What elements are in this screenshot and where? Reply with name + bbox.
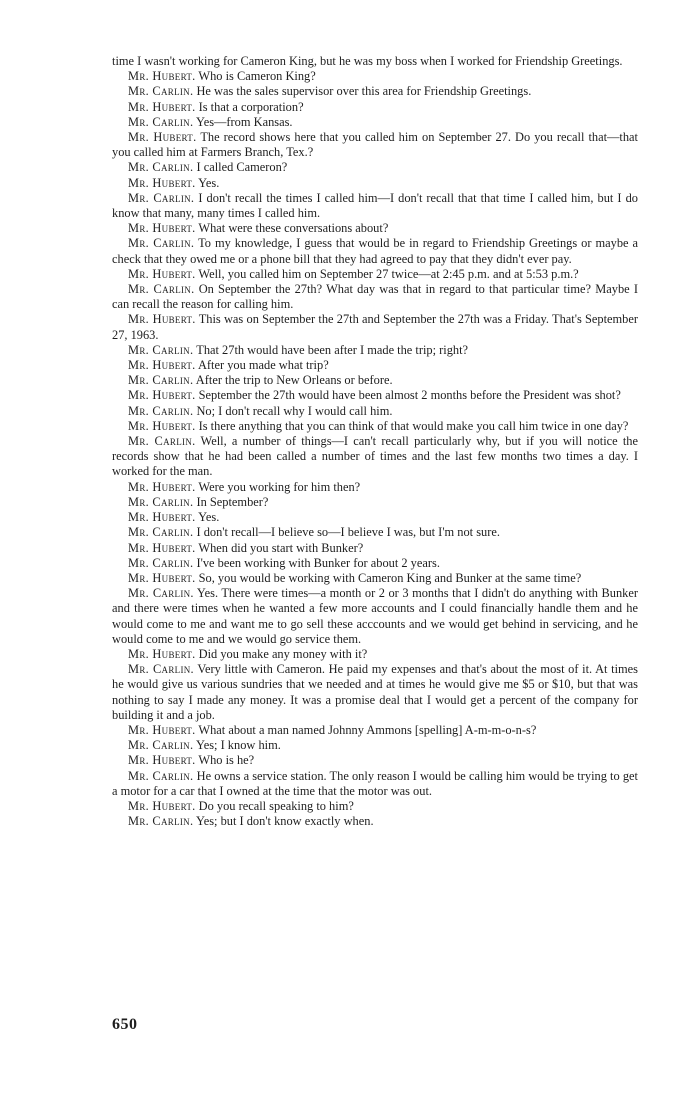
transcript-paragraph: [112, 267, 638, 282]
speaker-label: Mr. Hubert.: [128, 479, 196, 494]
paragraph-text: On September the 27th? What day was that in regard to that particular time? Maybe I can recall the reason for calling him.: [112, 282, 638, 312]
transcript-paragraph: [112, 176, 638, 191]
paragraph-text: This was on September the 27th and September the 27th was a Friday. That's September 27, 1963.: [112, 312, 638, 342]
paragraph-text: I don't recall the times I called him—I don't recall that that time I called him, but I do know that many, many times I called him.: [112, 190, 638, 221]
paragraph-text: To my knowledge, I guess that would be in regard to Friendship Greetings or maybe a check that they owed me or a phone bill that they had agreed to pay that they didn't ever pay.: [112, 236, 639, 266]
paragraph-text: After the trip to New Orleans or before.: [195, 373, 393, 388]
transcript-page: [112, 54, 638, 829]
transcript-paragraph: [112, 586, 638, 647]
transcript-paragraph: [112, 404, 638, 419]
transcript-paragraph: [112, 723, 638, 738]
speaker-label: Mr. Carlin.: [128, 282, 195, 297]
speaker-label: Mr. Hubert.: [128, 312, 196, 327]
paragraph-text: I've been working with Bunker for about 2 years.: [196, 555, 440, 570]
speaker-label: Mr. Hubert.: [128, 221, 196, 236]
transcript-paragraph: [112, 84, 638, 99]
transcript-paragraph: [112, 236, 638, 266]
paragraph-text: I don't recall—I believe so—I believe I was, but I'm not sure.: [196, 525, 500, 540]
speaker-label: Mr. Hubert.: [128, 358, 196, 373]
transcript-paragraph: [112, 160, 638, 175]
speaker-label: Mr. Carlin.: [128, 662, 194, 677]
transcript-paragraph: [112, 571, 638, 586]
speaker-label: Mr. Hubert.: [128, 646, 196, 661]
paragraph-text: Do you recall speaking to him?: [198, 798, 354, 813]
speaker-label: Mr. Carlin.: [128, 434, 196, 449]
speaker-label: Mr. Carlin.: [128, 342, 194, 357]
paragraph-text: In September?: [196, 494, 269, 509]
transcript-paragraph: [112, 312, 638, 342]
speaker-label: Mr. Carlin.: [128, 373, 194, 388]
speaker-label: Mr. Carlin.: [128, 814, 194, 829]
transcript-paragraph: [112, 130, 638, 160]
paragraph-text: What about a man named Johnny Ammons [spelling] A-m-m-o-n-s?: [198, 722, 537, 737]
transcript-paragraph: [112, 115, 638, 130]
paragraph-text: Yes. There were times—a month or 2 or 3 months that I didn't do anything with Bunker and there were times when he wanted a few more accounts and I could financially handle them and he would come to me and want me to go sell these acccounts and we would get behind in servicing, and he would come to me and we would go service them.: [112, 586, 639, 646]
speaker-label: Mr. Hubert.: [128, 540, 196, 555]
transcript-paragraph: [112, 662, 638, 723]
paragraph-text: Yes—from Kansas.: [196, 114, 293, 129]
transcript-paragraph: [112, 525, 638, 540]
speaker-label: Mr. Carlin.: [128, 190, 195, 205]
speaker-label: Mr. Carlin.: [128, 555, 194, 570]
speaker-label: Mr. Hubert.: [128, 69, 196, 84]
speaker-label: Mr. Hubert.: [128, 570, 196, 585]
paragraph-text: No; I don't recall why I would call him.: [196, 403, 393, 418]
page-number: 650: [112, 1016, 138, 1033]
paragraph-text: Yes.: [198, 510, 220, 525]
speaker-label: Mr. Carlin.: [128, 236, 195, 251]
speaker-label: Mr. Carlin.: [128, 738, 194, 753]
speaker-label: Mr. Hubert.: [128, 266, 196, 281]
paragraph-text: When did you start with Bunker?: [198, 540, 364, 555]
speaker-label: Mr. Carlin.: [128, 114, 194, 129]
transcript-paragraph: [112, 814, 638, 829]
transcript-paragraph: [112, 753, 638, 768]
transcript-paragraph: [112, 495, 638, 510]
transcript-paragraph: [112, 434, 638, 480]
transcript-paragraph: [112, 343, 638, 358]
speaker-label: Mr. Carlin.: [128, 586, 194, 601]
transcript-paragraph: [112, 769, 638, 799]
paragraph-text: Were you working for him then?: [198, 479, 361, 494]
speaker-label: Mr. Carlin.: [128, 160, 194, 175]
transcript-paragraph: [112, 100, 638, 115]
paragraph-text: Yes.: [198, 175, 220, 190]
transcript-paragraph: [112, 419, 638, 434]
speaker-label: Mr. Hubert.: [128, 753, 196, 768]
transcript-paragraph: [112, 480, 638, 495]
paragraph-text: Who is he?: [198, 753, 255, 768]
speaker-label: Mr. Carlin.: [128, 84, 194, 99]
transcript-paragraph: [112, 738, 638, 753]
speaker-label: Mr. Hubert.: [128, 388, 196, 403]
paragraph-text: So, you would be working with Cameron King and Bunker at the same time?: [198, 570, 582, 585]
transcript-paragraph: [112, 54, 638, 69]
paragraph-text: He owns a service station. The only reason I would be calling him would be trying to get a motor for a car that I owned at the time that the motor was out.: [112, 768, 639, 798]
transcript-paragraph: [112, 799, 638, 814]
paragraph-text: What were these conversations about?: [198, 221, 389, 236]
transcript-paragraph: [112, 69, 638, 84]
paragraph-text: Yes; but I don't know exactly when.: [196, 814, 374, 829]
speaker-label: Mr. Hubert.: [128, 418, 196, 433]
paragraph-text: The record shows here that you called him on September 27. Do you recall that—that you called him at Farmers Branch, Tex.?: [112, 130, 638, 160]
speaker-label: Mr. Hubert.: [128, 175, 196, 190]
transcript-paragraph: [112, 191, 638, 221]
paragraph-text: Is that a corporation?: [198, 99, 304, 114]
transcript-paragraph: [112, 556, 638, 571]
transcript-paragraph: [112, 373, 638, 388]
transcript-paragraph: [112, 510, 638, 525]
speaker-label: Mr. Hubert.: [128, 798, 196, 813]
paragraph-text: After you made what trip?: [197, 358, 329, 373]
paragraph-text: Who is Cameron King?: [198, 69, 316, 84]
paragraph-text: Yes; I know him.: [196, 738, 281, 753]
paragraph-text: He was the sales supervisor over this area for Friendship Greetings.: [196, 84, 532, 99]
speaker-label: Mr. Hubert.: [128, 722, 196, 737]
speaker-label: Mr. Carlin.: [128, 494, 194, 509]
speaker-label: Mr. Hubert.: [128, 130, 197, 145]
paragraph-text: Well, a number of things—I can't recall particularly why, but if you will notice the records show that he had been called a number of times and the last few months two times a day. I worked for the man.: [112, 434, 639, 479]
speaker-label: Mr. Hubert.: [128, 99, 196, 114]
paragraph-text: Well, you called him on September 27 twice—at 2:45 p.m. and at 5:53 p.m.?: [198, 266, 579, 281]
paragraph-text: Very little with Cameron. He paid my expenses and that's about the most of it. At times he would give us various sundries that we needed and at times he would give me $5 or $10, but that was nothing to say I made any money. It was a promise deal that I would get a percent of the company for building it and a job.: [112, 662, 639, 722]
speaker-label: Mr. Hubert.: [128, 510, 196, 525]
transcript-paragraph: [112, 541, 638, 556]
transcript-paragraph: [112, 282, 638, 312]
transcript-paragraph: [112, 221, 638, 236]
paragraph-text: Is there anything that you can think of that would make you call him twice in one day?: [198, 418, 629, 433]
paragraph-text: I called Cameron?: [196, 160, 288, 175]
transcript-paragraph: [112, 647, 638, 662]
transcript-paragraph: [112, 388, 638, 403]
speaker-label: Mr. Carlin.: [128, 768, 194, 783]
transcript-paragraph: [112, 358, 638, 373]
speaker-label: Mr. Carlin.: [128, 403, 194, 418]
paragraph-text: September the 27th would have been almost 2 months before the President was shot?: [198, 388, 621, 403]
paragraph-text: Did you make any money with it?: [198, 646, 368, 661]
paragraph-text: That 27th would have been after I made the trip; right?: [196, 342, 469, 357]
paragraph-text: time I wasn't working for Cameron King, but he was my boss when I worked for Friendship Greetings.: [112, 54, 623, 68]
speaker-label: Mr. Carlin.: [128, 525, 194, 540]
